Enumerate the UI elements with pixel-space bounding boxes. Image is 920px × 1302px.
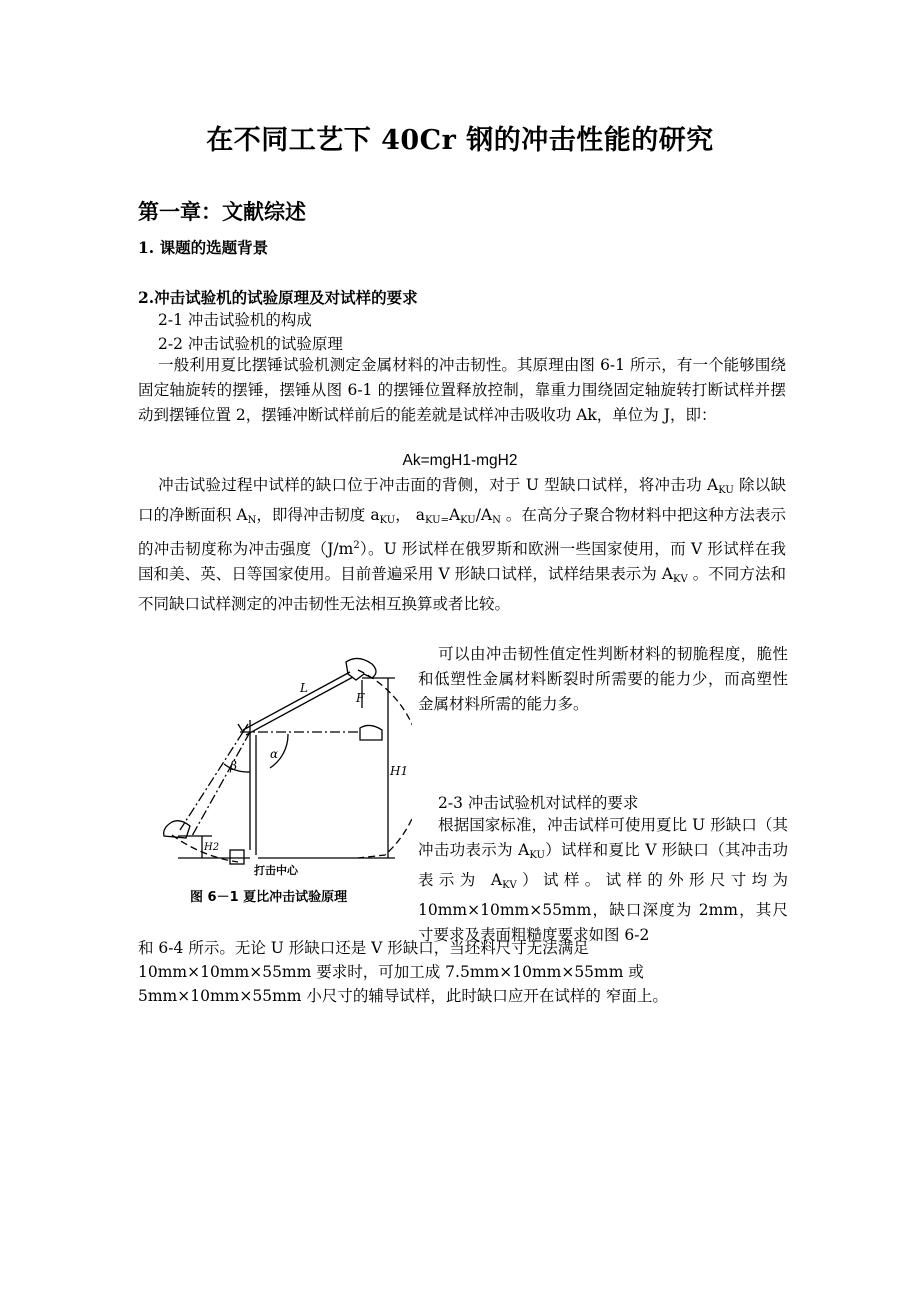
label-alpha: α — [270, 747, 279, 761]
section-heading-1: 1. 课题的选题背景 — [138, 238, 269, 257]
specimen-requirement-paragraph: 根据国家标准，冲击试样可使用夏比 U 形缺口（其冲击功表示为 $A_{KU}$）试样和夏比 V 形缺口（其冲击功表示为 $A_{KV}$）试样。试样的外形尺寸均为 10mm×10mm×55mm，缺口深度为 2mm，其尺寸要求及表面粗糙度要求如图 6-2 — [418, 816, 788, 944]
brittleness-paragraph: 可以由冲击韧性值定性判断材料的韧脆程度，脆性和低塑性金属材料断裂时所需要的能力少，而高塑性金属材料所需的能力多。 — [418, 645, 788, 713]
chapter-heading: 第一章：文献综述 — [138, 199, 306, 224]
label-h1: H1 — [390, 764, 409, 778]
label-beta: β — [230, 759, 237, 773]
impact-toughness-paragraph: 冲击试验过程中试样的缺口位于冲击面的背侧，对于 U 型缺口试样，将冲击功 $A_{KU}$ 除以缺口的净断面积 $A_N$，即得冲击韧度 $a_{KU}$， $a_{KU=}A_{KU}/A_N$ 。在高分子聚合物材料中把这种方法表示的冲击韧度称为冲击强度$(J/m^2)$。U 形试样在俄罗斯和欧洲一些国家使用，而 V 形试样在我国和美、英、日等国家使用。目前普遍采用 V 形缺口试样，试样结果表示为 $A_{KV}$ 。不同方法和不同缺口试样测定的冲击韧性无法相互换算或者比较。 — [138, 476, 786, 614]
subsection-2-2: 2-2 冲击试验机的试验原理 — [158, 335, 343, 353]
principle-paragraph: 一般利用夏比摆锤试验机测定金属材料的冲击韧性。其原理由图 6-1 所示，有一个能够围绕固定轴旋转的摆锤，摆锤从图 6-1 的摆锤位置释放控制，靠重力围绕固定轴旋转打断试样并摆动到摆锤位置 2，摆锤冲断试样前后的能差就是试样冲击吸收功 Ak，单位为 J，即： — [138, 356, 786, 424]
charpy-diagram-drawing — [150, 650, 412, 908]
charpy-diagram — [150, 650, 412, 908]
tail-line-3: 5mm×10mm×55mm 小尺寸的辅导试样，此时缺口应开在试样的 窄面上。 — [138, 987, 668, 1005]
label-force: F — [356, 691, 365, 705]
section-heading-2: 2.冲击试验机的试验原理及对试样的要求 — [138, 288, 418, 307]
label-h2: H2 — [204, 842, 220, 853]
label-impact-center: 打击中心 — [254, 864, 298, 877]
figure-caption: 图 6－1 夏比冲击试验原理 — [190, 890, 348, 905]
page-title: 在不同工艺下 40Cr 钢的冲击性能的研究 — [206, 125, 714, 156]
energy-formula: Ak=mgH1-mgH2 — [402, 452, 518, 469]
tail-line-1: 和 6-4 所示。无论 U 形缺口还是 V 形缺口，当坯料尺寸无法满足 — [138, 939, 589, 957]
subsection-2-1: 2-1 冲击试验机的构成 — [158, 311, 312, 329]
label-length: L — [300, 681, 308, 695]
subsection-2-3: 2-3 冲击试验机对试样的要求 — [438, 794, 639, 812]
tail-line-2: 10mm×10mm×55mm 要求时，可加工成 7.5mm×10mm×55mm 或 — [138, 963, 644, 981]
